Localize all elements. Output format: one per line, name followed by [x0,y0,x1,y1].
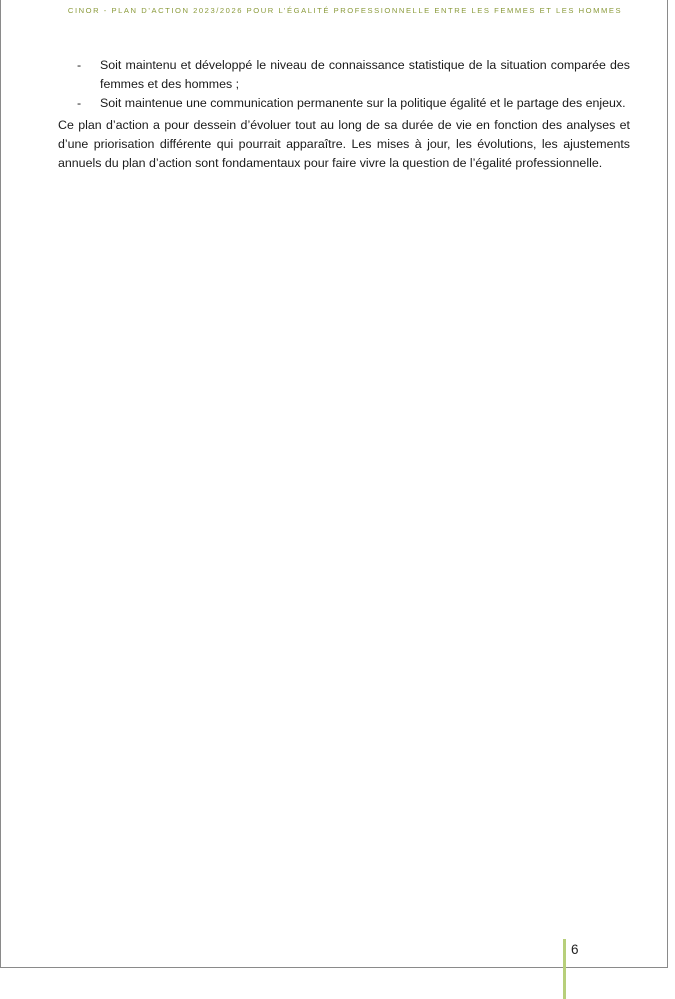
bullet-text: Soit maintenue une communication permanente sur la politique égalité et le partage des enjeux. [100,96,626,110]
running-header: CINOR - PLAN D’ACTION 2023/2026 POUR L’ÉGALITÉ PROFESSIONNELLE ENTRE LES FEMMES ET LES HOMMES [67,6,623,15]
bullet-dash-icon: - [77,96,82,110]
document-body [58,56,630,173]
page-number: 6 [571,942,579,957]
bullet-text: Soit maintenu et développé le niveau de connaissance statistique de la situation comparée des femmes et des hommes ; [100,58,630,91]
list-item [58,56,630,94]
body-paragraph: Ce plan d’action a pour dessein d’évoluer tout au long de sa durée de vie en fonction des analyses et d’une priorisation différente qui pourrait apparaître. Les mises à jour, les évolutions, les ajustements annuels du plan d’action sont fondamentaux pour faire vivre la question de l’égalité professionnelle. [58,118,630,170]
page-number-rule [563,939,566,999]
bullet-list [58,56,630,113]
list-item [58,94,630,113]
bullet-dash-icon: - [77,58,82,72]
